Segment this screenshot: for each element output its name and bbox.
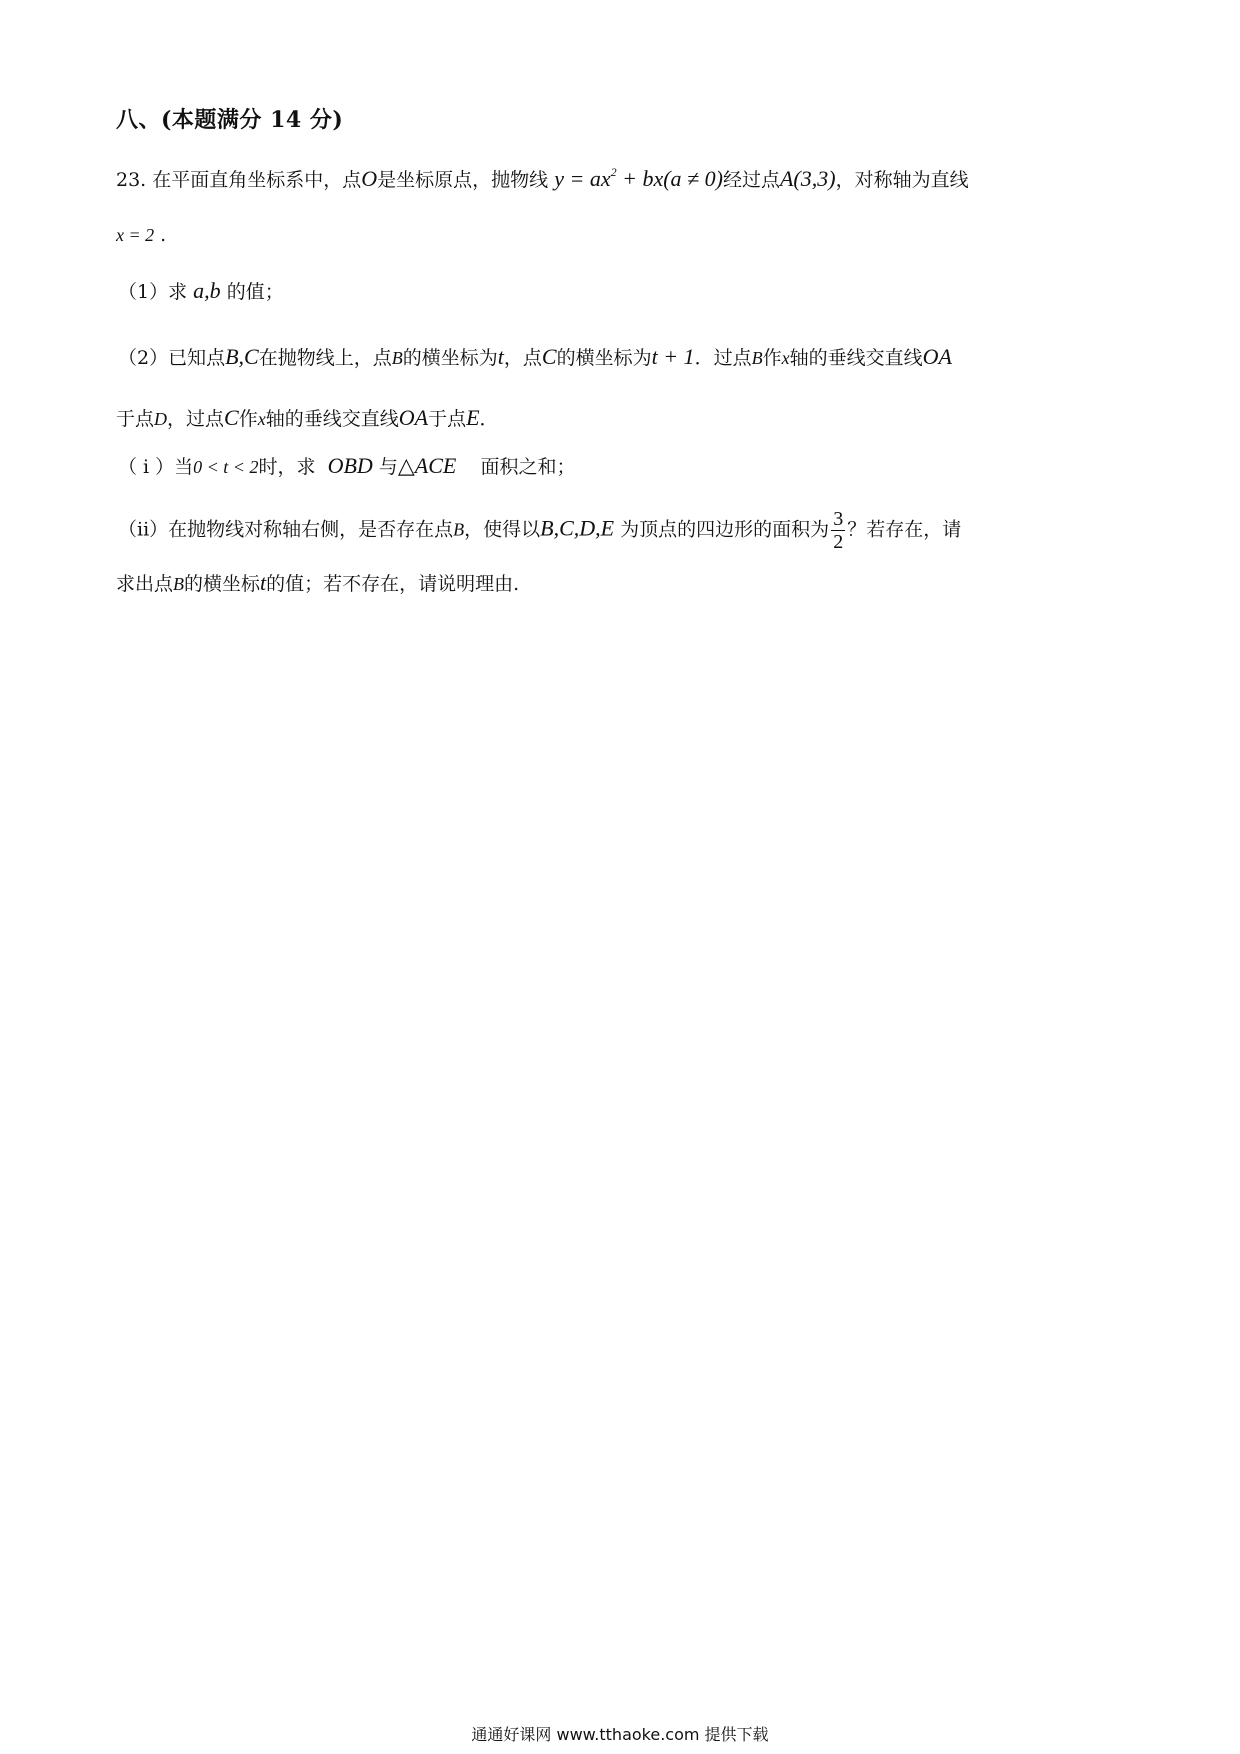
point-b-2: B [751, 348, 763, 368]
problem-intro-3: 经过点 [722, 169, 780, 191]
parabola-exponent: 2 [610, 165, 617, 179]
part2-text-1: 在抛物线上，点 [258, 347, 392, 369]
part2-ii-line-1 [118, 508, 961, 553]
part2-i-condition: 0 < t < 2 [193, 457, 259, 477]
part2-i-text-1: 时，求 [258, 456, 316, 478]
part2-line-1 [118, 342, 952, 373]
part2-ii-text-1: ，使得以 [464, 518, 541, 541]
axis-equation: x = 2 [116, 225, 155, 245]
page-footer: 通通好课网 www.tthaoke.com 提供下载 [471, 1725, 769, 1744]
point-d: D [154, 409, 168, 429]
problem-intro-1: 在平面直角坐标系中，点 [152, 169, 362, 191]
problem-number: 23. [116, 169, 147, 191]
point-b-ii: B [453, 519, 465, 540]
part1-vars: a,b [193, 278, 221, 303]
problem-line-1 [116, 157, 969, 195]
part1-label: （1）求 [118, 281, 188, 303]
t-plus-1: t + 1 [651, 344, 695, 369]
problem-intro-4: ，对称轴为直线 [835, 169, 969, 191]
x-axis: x [781, 348, 790, 368]
line-oa-2: OA [398, 405, 429, 430]
part2-i-text-3: 面积之和； [480, 456, 576, 478]
part2-line2-text-4: 轴的垂线交直线 [265, 408, 399, 430]
part2-ii-text-3: ？若存在，请 [847, 518, 962, 541]
point-b-ii-2: B [173, 574, 185, 594]
part2-ii-line-2 [116, 568, 519, 599]
fraction-numerator: 3 [833, 508, 844, 530]
parabola-eq-a: y = ax [554, 166, 611, 191]
parabola-equation [554, 166, 723, 191]
part2-line2-end: ． [479, 408, 499, 430]
section-title: 八、(本题满分 14 分) [116, 107, 344, 133]
problem-intro-2: 是坐标原点，抛物线 [377, 169, 549, 191]
part2-text-7: 轴的垂线交直线 [789, 347, 923, 369]
part2-line2-text-3: 作 [238, 408, 258, 430]
parabola-eq-b: + bx(a ≠ 0) [616, 166, 723, 191]
part2-ii-label: （ii）在抛物线对称轴右侧，是否存在点 [118, 518, 454, 541]
part2-text-2: 的横坐标为 [402, 347, 498, 369]
part2-line2-text-2: ，过点 [167, 408, 225, 430]
part2-i-label: （ i ）当 [118, 456, 194, 478]
problem-line-2 [116, 220, 166, 250]
points-bc: B,C [225, 344, 259, 369]
part2-text-3: ，点 [503, 347, 542, 369]
part2-ii-text-2: 为顶点的四边形的面积为 [620, 518, 830, 541]
part2-ii-line2-text-2: 的横坐标 [184, 573, 261, 595]
line-oa: OA [922, 344, 952, 369]
part2-line-2 [116, 403, 499, 434]
var-t: t [497, 344, 504, 369]
part2-line2-text-5: 于点 [428, 408, 467, 430]
part2-text-6: 作 [762, 347, 782, 369]
part2-text-5: ．过点 [694, 347, 752, 369]
part2-ii-line2-text-1: 求出点 [116, 573, 174, 595]
part2-label: （2）已知点 [118, 347, 226, 369]
part2-i-text-2: 与 [378, 456, 398, 478]
point-b: B [391, 348, 403, 368]
triangle-obd: OBD [327, 453, 373, 478]
vertices-bcde: B,C,D,E [540, 515, 615, 541]
fraction-denominator: 2 [833, 531, 844, 553]
axis-end: . [154, 224, 167, 246]
part2-i-line [118, 451, 576, 482]
part2-ii-line2-text-3: 的值；若不存在，请说明理由. [266, 573, 520, 595]
point-c-2: C [224, 405, 239, 430]
point-a: A(3,3) [779, 166, 836, 191]
part2-line2-text-1: 于点 [116, 408, 155, 430]
point-e: E [466, 405, 480, 430]
point-c: C [541, 344, 557, 369]
part2-text-4: 的横坐标为 [556, 347, 652, 369]
fraction-three-halves [831, 508, 845, 553]
triangle-ace: △ACE [397, 453, 457, 478]
x-axis-2: x [257, 409, 266, 429]
point-o: O [361, 166, 378, 191]
part1-line [118, 276, 284, 307]
var-t-ii: t [260, 570, 267, 595]
part1-text: 的值； [226, 281, 284, 303]
